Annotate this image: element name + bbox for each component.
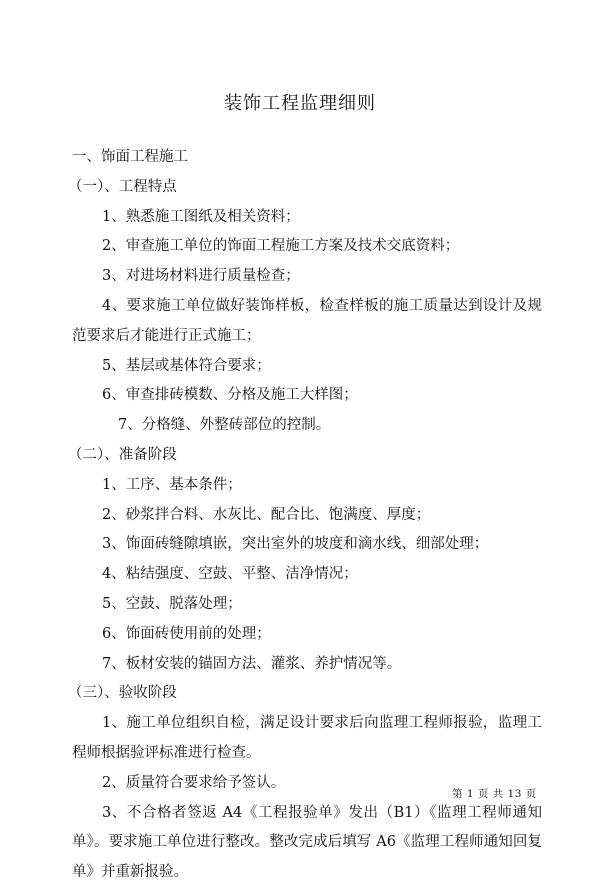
list-item: 2、质量符合要求给予签认。: [102, 774, 286, 791]
section-heading: 一、饰面工程施工: [72, 149, 188, 165]
subsection-heading: （三）、验收阶段: [68, 685, 177, 702]
list-item: 1、施工单位组织自检，满足设计要求后向监理工程师报验，监理工程师根据验评标准进行检查。: [72, 715, 542, 761]
list-item: 5、空鼓、脱落处理；: [102, 595, 242, 612]
list-item: 6、饰面砖使用前的处理；: [102, 625, 271, 642]
list-item: 2、审查施工单位的饰面工程施工方案及技术交底资料；: [102, 238, 460, 255]
list-item: 4、要求施工单位做好装饰样板，检查样板的施工质量达到设计及规范要求后才能进行正式施工；: [72, 297, 542, 344]
list-item: 7、板材安装的锚固方法、灌浆、养护情况等。: [102, 655, 402, 672]
list-item: 1、工序、基本条件；: [102, 476, 242, 493]
list-item: 1、熟悉施工图纸及相关资料；: [102, 208, 300, 225]
document-body: [68, 143, 542, 888]
page-number: 第 1 页 共 13 页: [452, 788, 537, 800]
document-title: 装饰工程监理细则: [224, 93, 376, 114]
subsection-heading: （一）、工程特点: [68, 178, 177, 195]
list-item: 3、对进场材料进行质量检查；: [102, 268, 300, 285]
list-item: 6、审查排砖模数、分格及施工大样图；: [102, 387, 358, 404]
list-item: 5、基层或基体符合要求；: [102, 357, 271, 374]
subsection-heading: （二）、准备阶段: [68, 446, 177, 463]
list-item: 7、分格缝、外整砖部位的控制。: [118, 417, 331, 434]
list-item: 3、饰面砖缝隙填嵌，突出室外的坡度和滴水线、细部处理；: [102, 536, 489, 553]
list-item: 2、砂浆拌合料、水灰比、配合比、饱满度、厚度；: [102, 506, 431, 523]
list-item: 3、不合格者签返 A4《工程报验单》发出（B1）《监理工程师通知单》。要求施工单位进行整改。整改完成后填写 A6《监理工程师通知回复单》并重新报验。: [72, 804, 542, 881]
list-item: 4、粘结强度、空鼓、平整、洁净情况；: [102, 566, 358, 583]
